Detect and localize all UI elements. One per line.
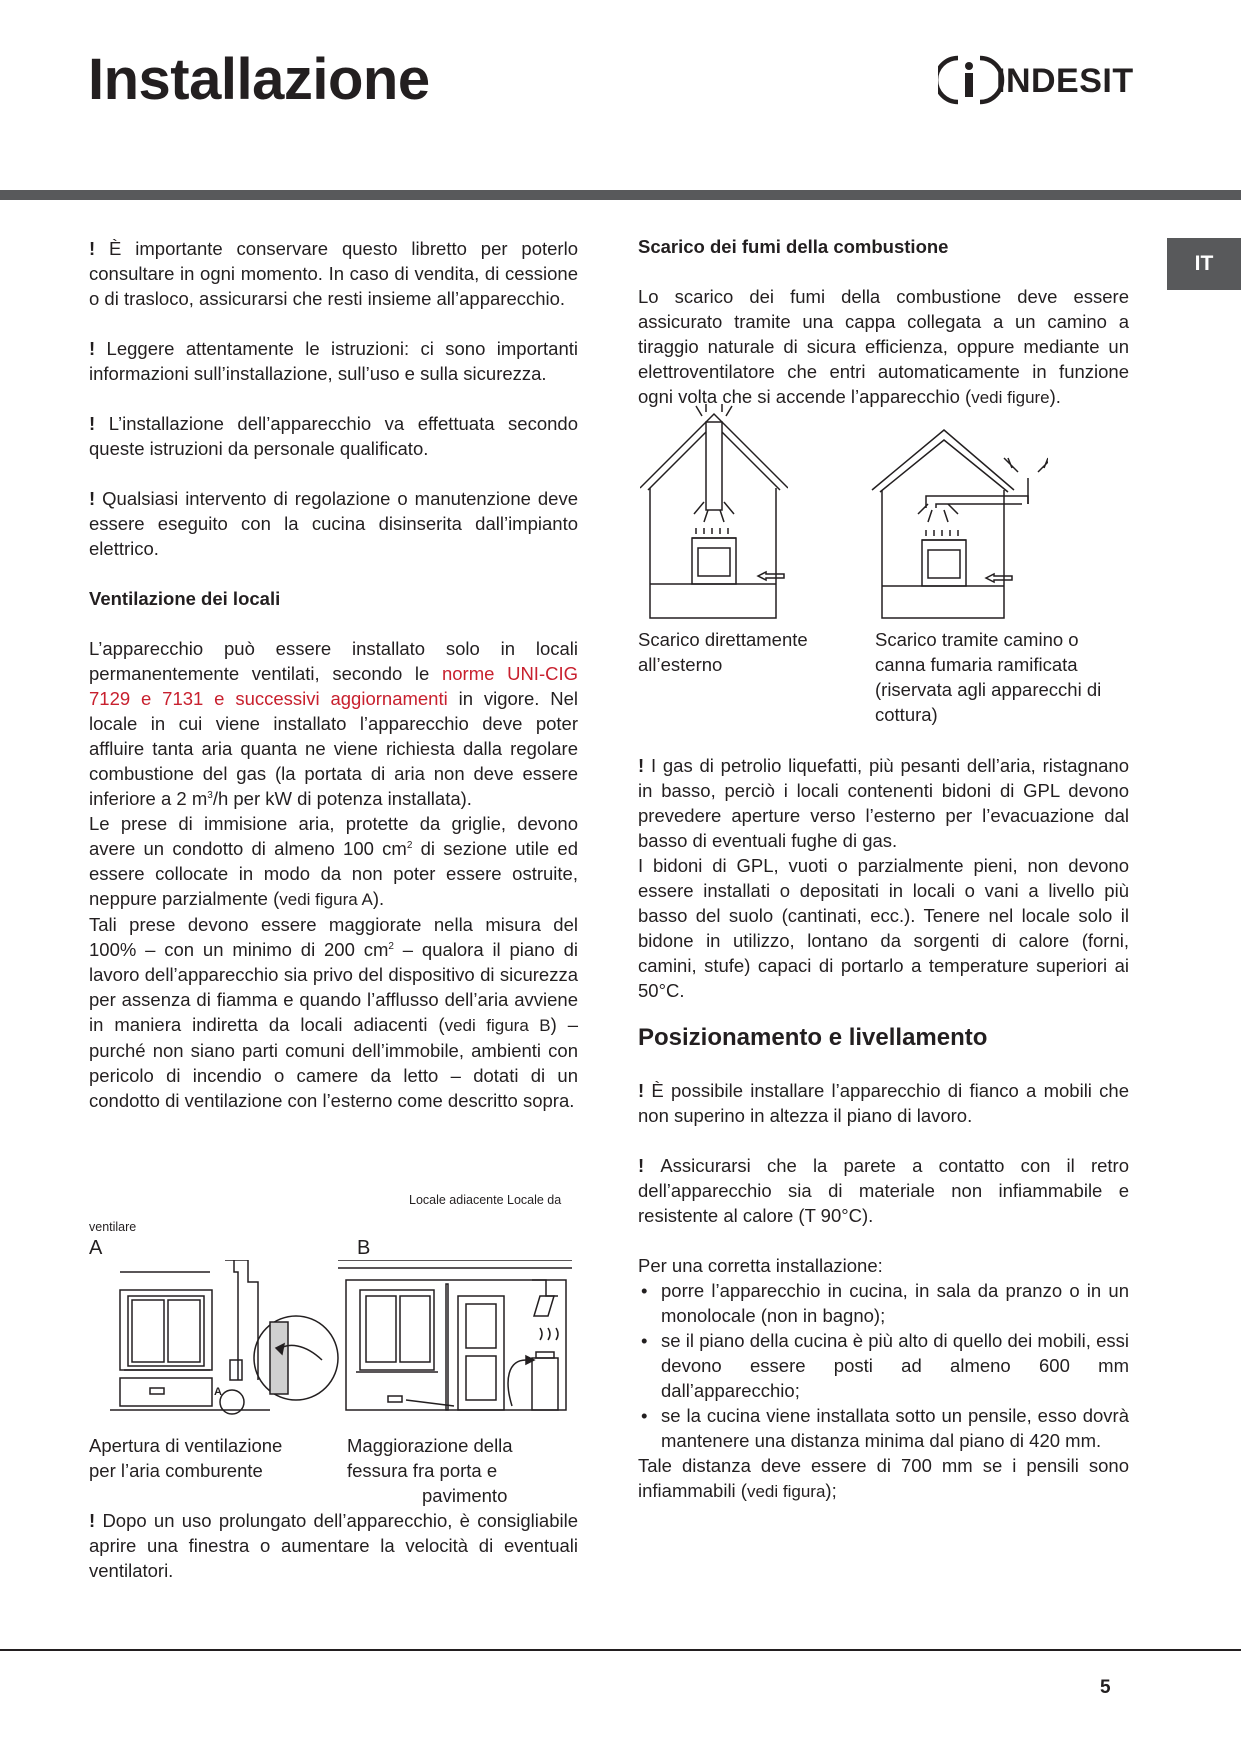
- right-column-bottom: [638, 753, 1129, 1504]
- footer-divider: [0, 1649, 1241, 1651]
- figure-label-adjacent: Locale adiacente Locale da: [409, 1193, 562, 1207]
- section-heading-fumes: Scarico dei fumi della combustione: [638, 236, 949, 257]
- brand-wordmark: INDESIT: [996, 62, 1134, 100]
- gpl-paragraph-2: I bidoni di GPL, vuoti o parzialmente pieni, non devono essere installati o depositati in locali o vani a livello più basso del suolo (cantinati, ecc.). Tenere nel locale solo il bidone in utilizzo, lontano da sorgenti di calore (forni, camini, stufe) capaci di portarlo a temperature superiori ai 50°C.: [638, 855, 1129, 1001]
- note-1: ! È importante conservare questo libretto per poterlo consultare in ogni momento. In caso di vendita, di cessione o di trasloco, assicurarsi che resti insieme all’apparecchio.: [89, 238, 578, 309]
- figure-a-ref: vedi figura A: [279, 890, 373, 909]
- positioning-note-1: ! È possibile installare l’apparecchio di fianco a mobili che non superino in altezza il piano di lavoro.: [638, 1080, 1129, 1126]
- figures-ref: vedi figure: [971, 388, 1050, 407]
- note-4: ! Qualsiasi intervento di regolazione o manutenzione deve essere eseguito con la cucina disinserita dall’impianto elettrico.: [89, 488, 578, 559]
- ventilation-paragraph-3: Tali prese devono essere maggiorate nella misura del 100% – con un minimo di 200 $cm^2$ – qualora il piano di lavoro dell’apparecchio sia privo del dispositivo di sicurezza per assenza di fiamma e quando l’afflusso dell’aria avviene in maniera indiretta da locali adiacenti (vedi figura B) – purché non siano parti comuni dell’immobile, ambienti con pericolo di incendio o camere da letto – dotati di un condotto di ventilazione con l’esterno come descritto sopra.: [89, 914, 579, 1111]
- page-number: 5: [1100, 1677, 1111, 1698]
- figure-b-ref: vedi figura B: [444, 1016, 551, 1035]
- gpl-paragraph-1: ! I gas di petrolio liquefatti, più pesanti dell’aria, ristagnano in basso, perciò i locali contenenti bidoni di GPL devono prevedere aperture verso l’esterno per l’evacuazione dal basso di eventuali fughe di gas.: [638, 755, 1129, 851]
- right-column-top: [638, 234, 1129, 410]
- positioning-intro: Per una corretta installazione:: [638, 1255, 883, 1276]
- fumes-paragraph: Lo scarico dei fumi della combustione deve essere assicurato tramite una cappa collegata a un camino a tiraggio naturale di sicura efficienza, oppure mediante un elettroventilatore che entri automaticamente in funzione ogni volta che si accende l’apparecchio (vedi figure).: [638, 286, 1129, 407]
- figure-b-caption: Maggiorazione della fessura fra porta e pavimento: [347, 1435, 513, 1506]
- norms-link[interactable]: norme UNI-CIG 7129 e 7131 e successivi aggiornamenti: [89, 663, 578, 709]
- section-heading-positioning: Posizionamento e livellamento: [638, 1024, 988, 1051]
- ventilation-paragraph-2: Le prese di immisione aria, protette da griglie, devono avere un condotto di almeno 100 $cm^2$ di sezione utile ed essere collocate in modo da non poter essere ostruite, neppure parzialmente (vedi figura A).: [89, 813, 578, 909]
- brand-logo: [938, 52, 1134, 108]
- note-3: ! L’installazione dell’apparecchio va effettuata secondo queste istruzioni da personale qualificato.: [89, 413, 578, 459]
- page-title: Installazione: [88, 47, 430, 112]
- positioning-final: Tale distanza deve essere di 700 mm se i pensili sono infiammabili (vedi figura);: [638, 1455, 1129, 1501]
- figure-b-door-gap: [336, 1260, 582, 1430]
- figure-ref: vedi figura: [746, 1482, 826, 1501]
- figure-a-marker: A: [214, 1386, 222, 1398]
- list-item: • porre l’apparecchio in cucina, in sala da pranzo o in un monolocale (non in bagno);: [638, 1278, 1129, 1328]
- language-tab[interactable]: IT: [1167, 238, 1241, 290]
- figure-b-letter: B: [357, 1237, 371, 1259]
- left-column: [89, 236, 578, 1113]
- note-final: ! Dopo un uso prolungato dell’apparecchio, è consigliabile aprire una finestra o aumentare la velocità di eventuali ventilatori.: [89, 1510, 578, 1581]
- figure-a-ventilation-opening: [110, 1260, 340, 1430]
- positioning-note-2: ! Assicurarsi che la parete a contatto con il retro dell’apparecchio sia di materiale non infiammabile e resistente al calore (T 90°C).: [638, 1155, 1129, 1226]
- note-2: ! Leggere attentamente le istruzioni: ci sono importanti informazioni sull’installazione, sull’uso e sulla sicurezza.: [89, 338, 578, 384]
- figure-direct-exhaust: [640, 404, 788, 622]
- section-heading-ventilation: Ventilazione dei locali: [89, 588, 281, 609]
- figure-chimney-exhaust: [868, 428, 1048, 622]
- figure-label-ventilare: ventilare: [89, 1220, 137, 1234]
- list-item: • se il piano della cucina è più alto di quello dei mobili, essi devono essere posti ad almeno 600 mm dall’apparecchio;: [638, 1328, 1129, 1403]
- figure-direct-caption: Scarico direttamente all’esterno: [638, 629, 808, 675]
- figure-a-caption: Apertura di ventilazione per l’aria comburente: [89, 1435, 283, 1481]
- header-divider: [0, 190, 1241, 200]
- list-item: • se la cucina viene installata sotto un pensile, esso dovrà mantenere una distanza minima dal piano di 420 mm.: [638, 1403, 1129, 1453]
- ventilation-paragraph-1: L’apparecchio può essere installato solo in locali permanentemente ventilati, secondo le norme UNI-CIG 7129 e 7131 e successivi aggiornamenti in vigore. Nel locale in cui viene installato l’apparecchio deve poter affluire tanta aria quanta ne viene richiesta dalla regolare combustione del gas (la portata di aria non deve essere inferiore a 2 $m^3/h$ per kW di potenza installata).: [89, 638, 578, 809]
- positioning-list: [638, 1278, 1129, 1453]
- figure-a-letter: A: [89, 1237, 103, 1259]
- figure-chimney-caption: Scarico tramite camino o canna fumaria ramificata (riservata agli apparecchi di cottura): [875, 629, 1102, 725]
